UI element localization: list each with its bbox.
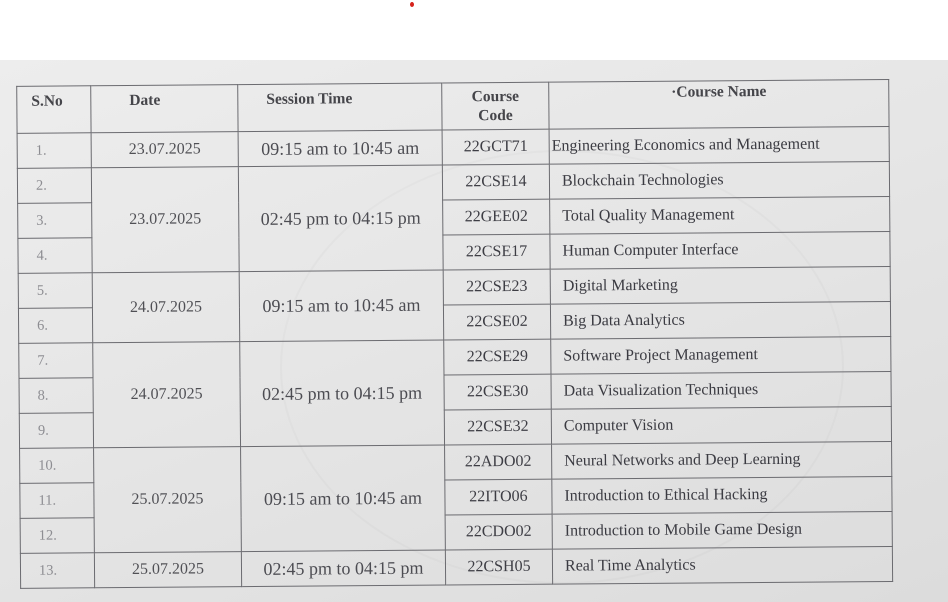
header-session-time: Session Time [238, 83, 442, 132]
top-margin [0, 0, 948, 60]
cell-sno: 13. [20, 553, 94, 589]
cell-course-name: Engineering Economics and Management [549, 127, 889, 165]
header-course-code-line2: Code [478, 106, 513, 125]
cell-course-name: Big Data Analytics [550, 302, 890, 340]
cell-session-time: 02:45 pm to 04:15 pm [241, 550, 445, 587]
cell-course-name: Human Computer Interface [550, 232, 890, 270]
cell-sno: 4. [18, 238, 92, 274]
cell-sno: 7. [19, 343, 93, 379]
cell-course-code: 22CSH05 [445, 549, 552, 585]
sheet-content [0, 53, 948, 602]
cell-course-code: 22CSE14 [442, 164, 549, 200]
cell-date: 23.07.2025 [91, 167, 239, 273]
cell-date: 25.07.2025 [94, 552, 241, 588]
cell-course-name: Blockchain Technologies [549, 162, 889, 200]
cell-course-name: Total Quality Management [550, 197, 890, 235]
cell-sno: 1. [17, 133, 91, 169]
cell-course-code: 22CSE02 [443, 304, 550, 340]
header-course-code-line1: Course [471, 87, 520, 106]
red-mark [410, 2, 414, 7]
cell-course-code: 22CDO02 [445, 514, 552, 550]
cell-sno: 12. [20, 518, 94, 554]
cell-session-time: 09:15 am to 10:45 am [239, 270, 444, 342]
cell-course-code: 22CSE30 [444, 374, 551, 410]
cell-course-code: 22CSE29 [444, 339, 551, 375]
cell-session-time: 09:15 am to 10:45 am [241, 445, 446, 552]
cell-course-code: 22ADO02 [445, 444, 552, 480]
header-course-name: ·Course Name [549, 80, 889, 130]
cell-course-name: Introduction to Ethical Hacking [552, 477, 892, 515]
cell-course-code: 22CSE23 [443, 269, 550, 305]
paper-sheet [0, 60, 948, 602]
cell-sno: 9. [19, 413, 93, 449]
cell-sno: 2. [17, 168, 91, 204]
cell-course-code: 22CSE17 [443, 234, 550, 270]
cell-course-name: Real Time Analytics [552, 547, 892, 585]
cell-course-name: Computer Vision [551, 407, 891, 445]
cell-date: 24.07.2025 [92, 272, 240, 343]
cell-course-name: Digital Marketing [550, 267, 890, 305]
header-sno: S.No [17, 86, 91, 134]
cell-sno: 3. [18, 203, 92, 239]
cell-session-time: 02:45 pm to 04:15 pm [240, 340, 445, 447]
table-row [20, 547, 892, 589]
cell-date: 23.07.2025 [91, 132, 238, 168]
header-course-code [442, 82, 549, 130]
cell-sno: 10. [20, 448, 94, 484]
exam-schedule-table [16, 79, 893, 589]
cell-course-name: Neural Networks and Deep Learning [552, 442, 892, 480]
cell-sno: 8. [19, 378, 93, 414]
header-row [17, 80, 889, 134]
cell-date: 25.07.2025 [94, 447, 242, 553]
cell-sno: 5. [18, 273, 92, 309]
cell-date: 24.07.2025 [93, 342, 241, 448]
cell-session-time: 09:15 am to 10:45 am [238, 130, 442, 167]
cell-course-code: 22GCT71 [442, 129, 549, 165]
cell-course-name: Data Visualization Techniques [551, 372, 891, 410]
header-date: Date [91, 85, 238, 133]
cell-sno: 11. [20, 483, 94, 519]
cell-course-code: 22GEE02 [443, 199, 550, 235]
cell-course-code: 22ITO06 [445, 479, 552, 515]
cell-sno: 6. [18, 308, 92, 344]
cell-course-name: Software Project Management [551, 337, 891, 375]
cell-course-code: 22CSE32 [444, 409, 551, 445]
cell-session-time: 02:45 pm to 04:15 pm [238, 165, 443, 272]
cell-course-name: Introduction to Mobile Game Design [552, 512, 892, 550]
